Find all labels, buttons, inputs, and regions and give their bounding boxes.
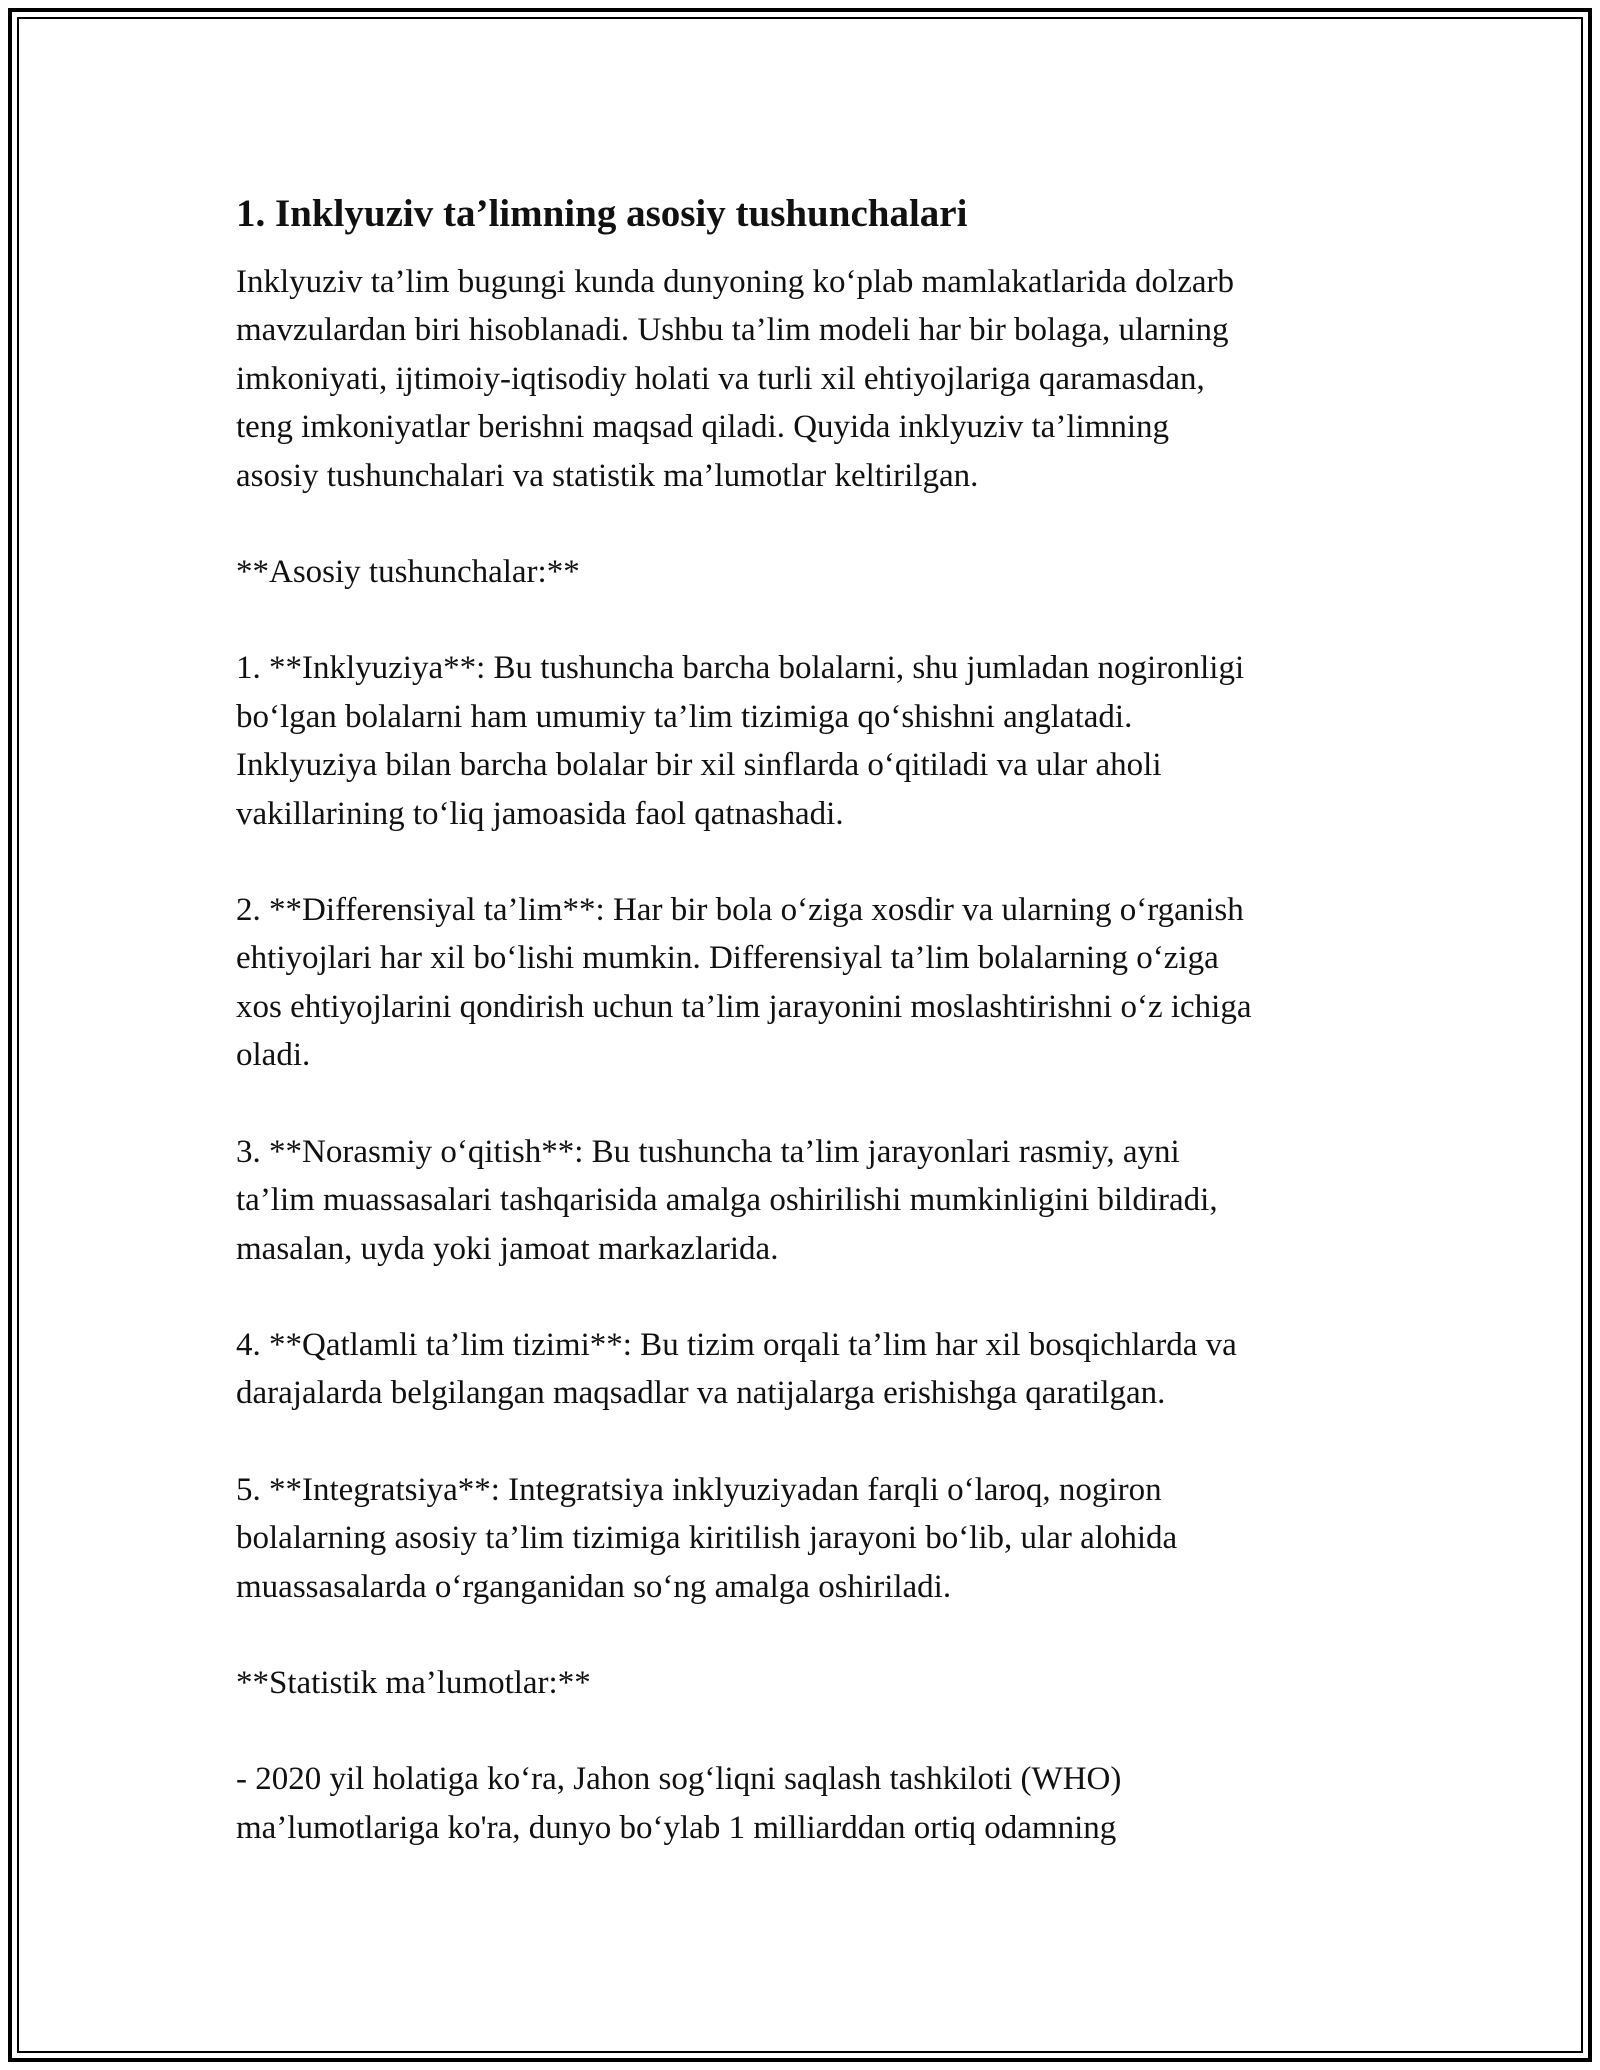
concept-item-integratsiya [236,1466,1376,1611]
text-line: ta’lim muassasalari tashqarisida amalga oshirilishi mumkinligini bildiradi, [236,1182,1218,1219]
text-line: muassasalarda o‘rganganidan so‘ng amalga oshiriladi. [236,1568,952,1605]
text-line: - 2020 yil holatiga ko‘ra, Jahon sog‘liqni saqlash tashkiloti (WHO) [236,1761,1122,1798]
text-line: asosiy tushunchalari va statistik ma’lumotlar keltirilgan. [236,457,979,494]
text-line: ehtiyojlari har xil bo‘lishi mumkin. Differensiyal ta’lim bolalarning o‘ziga [236,940,1219,977]
text-line: mavzulardan biri hisoblanadi. Ushbu ta’lim modeli har bir bolaga, ularning [236,312,1229,349]
text-line: darajalarda belgilangan maqsadlar va natijalarga erishishga qaratilgan. [236,1375,1166,1412]
stats-heading [236,1659,1376,1707]
text-line: Inklyuziya bilan barcha bolalar bir xil sinflarda o‘qitiladi va ular aholi [236,747,1162,784]
text-line: 4. **Qatlamli ta’lim tizimi**: Bu tizim orqali ta’lim har xil bosqichlarda va [236,1326,1237,1363]
text-line: 5. **Integratsiya**: Integratsiya inklyuziyadan farqli o‘laroq, nogiron [236,1471,1162,1508]
text-line: xos ehtiyojlarini qondirish uchun ta’lim jarayonini moslashtirishni o‘z ichiga [236,988,1252,1025]
stats-item [236,1755,1376,1852]
concept-item-differensiyal-talim [236,886,1376,1080]
concept-item-qatlamli-talim [236,1321,1376,1418]
text-line: imkoniyati, ijtimoiy-iqtisodiy holati va turli xil ehtiyojlariga qaramasdan, [236,360,1205,397]
text-line: **Asosiy tushunchalar:** [236,554,580,591]
intro-paragraph [236,258,1376,500]
text-line: masalan, uyda yoki jamoat markazlarida. [236,1230,779,1267]
concepts-heading [236,548,1376,596]
text-line: 3. **Norasmiy o‘qitish**: Bu tushuncha ta’lim jarayonlari rasmiy, ayni [236,1133,1180,1170]
document-body [236,186,1376,1852]
concept-item-inklyuziya [236,644,1376,838]
text-line: 1. **Inklyuziya**: Bu tushuncha barcha bolalarni, shu jumladan nogironligi [236,650,1245,687]
text-line: oladi. [236,1037,311,1074]
text-line: Inklyuziv ta’lim bugungi kunda dunyoning ko‘plab mamlakatlarida dolzarb [236,264,1235,300]
text-line: bolalarning asosiy ta’lim tizimiga kiritilish jarayoni bo‘lib, ular alohida [236,1520,1178,1557]
concept-item-norasmiy-oqitish [236,1128,1376,1273]
text-line: vakillarining to‘liq jamoasida faol qatnashadi. [236,795,844,832]
text-line: teng imkoniyatlar berishni maqsad qiladi. Quyida inklyuziv ta’limning [236,409,1169,446]
text-line: 2. **Differensiyal ta’lim**: Har bir bola o‘ziga xosdir va ularning o‘rganish [236,892,1244,929]
text-line: bo‘lgan bolalarni ham umumiy ta’lim tizimiga qo‘shishni anglatadi. [236,698,1133,735]
text-line: ma’lumotlariga ko'ra, dunyo bo‘ylab 1 milliarddan ortiq odamning [236,1809,1117,1846]
section-heading: 1. Inklyuziv ta’limning asosiy tushunchalari [236,192,968,235]
text-line: **Statistik ma’lumotlar:** [236,1664,591,1701]
